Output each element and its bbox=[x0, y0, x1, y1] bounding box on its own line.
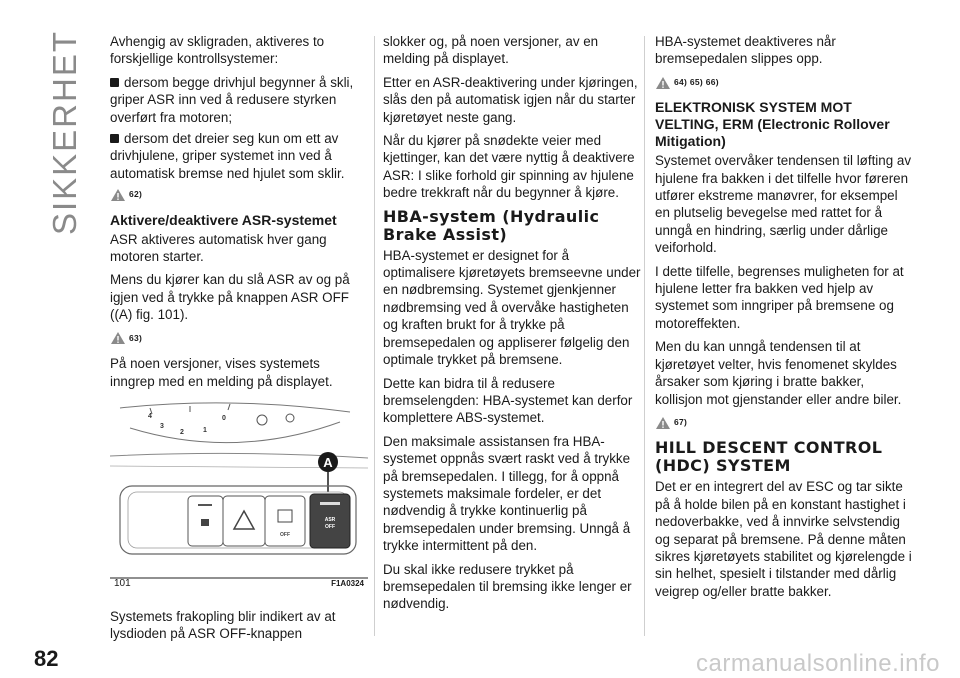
section-heading: HBA-system (Hydraulic Brake Assist) bbox=[383, 206, 600, 244]
paragraph: Etter en ASR-deaktivering under kjøringen, slås den på automatisk igjen når du starter kjøretøyet neste gang. bbox=[383, 74, 638, 125]
asr-button-label: OFF bbox=[325, 523, 335, 530]
warning-reference bbox=[655, 74, 913, 91]
watermark: carmanualsonline.info bbox=[696, 650, 940, 677]
paragraph: Avhengig av skligraden, aktiveres to forskjellige kontrollsystemer: bbox=[110, 34, 325, 67]
gauge-label: 0 bbox=[222, 414, 226, 422]
paragraph: ASR aktiveres automatisk hver gang motoren starter. bbox=[110, 231, 327, 265]
page-number: 82 bbox=[34, 646, 59, 671]
warning-triangle-icon bbox=[655, 416, 671, 430]
paragraph: Den maksimale assistansen fra HBA-systemet oppnås svært raskt ved å trykke på bremsepedalen. I tillegg, for å oppnå systemets maksimale fordeler, er det nødvendig å trykke kontinuerlig på bremsepedalen under bremsing. Unngå å trykke intermittent på den. bbox=[383, 433, 631, 554]
column-divider bbox=[644, 36, 645, 636]
bullet-text: dersom det dreier seg kun om ett av drivhjulene, griper systemet inn ved å automatisk bremse ned hjulet som sklir. bbox=[110, 131, 345, 181]
gauge-label: 1 bbox=[203, 426, 207, 434]
paragraph: HBA-systemet er designet for å optimalisere kjøretøyets bremseevne under en nødbremsing. Systemet gjenkjenner nødbremsing ved å overvåke hastigheten og kraften brukt for å trykke på bremsepedalen og appliserer følgelig den optimale trykket på bremsene. bbox=[383, 247, 641, 368]
paragraph: På noen versjoner, vises systemets inngrep med en melding på displayet. bbox=[110, 356, 333, 389]
warning-reference bbox=[110, 330, 368, 347]
bullet-square-icon bbox=[110, 134, 119, 143]
warning-reference bbox=[110, 186, 368, 203]
bullet-item bbox=[110, 130, 368, 182]
figure-code: F1A0324 bbox=[331, 578, 364, 588]
gauge-label: 3 bbox=[160, 422, 164, 430]
paragraph: Dette kan bidra til å redusere bremselengden: HBA-systemet kan derfor komplettere ABS-systemet. bbox=[383, 375, 633, 426]
dashboard-illustration bbox=[110, 398, 368, 594]
paragraph: I dette tilfelle, begrenses muligheten for at hjulene letter fra bakken ved hjelp av systemet som inngriper på bremsene og motoreffekten. bbox=[655, 263, 904, 331]
hazard-button[interactable] bbox=[223, 496, 265, 546]
gauge-label: 2 bbox=[180, 428, 184, 436]
paragraph: Mens du kjører kan du slå ASR av og på igjen ved å trykke på knappen ASR OFF ((A) fig. 101). bbox=[110, 272, 350, 323]
paragraph: Systemets frakopling blir indikert av at lysdioden på ASR OFF-knappen bbox=[110, 608, 336, 642]
parking-sensor-button[interactable] bbox=[265, 496, 305, 546]
warning-triangle-icon bbox=[110, 331, 126, 345]
engine-icon bbox=[257, 414, 294, 425]
section-tab bbox=[40, 30, 90, 236]
warning-reference bbox=[655, 414, 913, 431]
warning-triangle-icon bbox=[655, 76, 671, 90]
paragraph: Systemet overvåker tendensen til løfting av hjulene fra bakken i det tilfelle hvor føreren utfører ekstreme manøvrer, for eksempel en plutselig bevegelse med rattet for å unngå en hindring, særlig under dårlige veiforhold. bbox=[655, 153, 912, 256]
paragraph: Det er en integrert del av ESC og tar sikte på å holde bilen på en konstant hastighet i nedoverbakke, ved å innvirke selvstendig og separat på bremsene. På denne måten sikres kjøretøyets stabilitet og kjørelengde i sin helhet, spesielt i tilstander med dårlig veigrep og/eller bratte bakker. bbox=[655, 479, 912, 599]
button-label: OFF bbox=[280, 531, 290, 538]
warning-reference-number[interactable]: 62) bbox=[129, 189, 143, 200]
column-3 bbox=[655, 33, 913, 606]
warning-reference-number[interactable]: 67) bbox=[674, 416, 688, 427]
section-heading: HILL DESCENT CONTROL (HDC) SYSTEM bbox=[655, 438, 883, 476]
lock-icon bbox=[201, 519, 209, 526]
warning-reference-number[interactable]: 64) 65) 66) bbox=[674, 76, 719, 87]
section-title: ELEKTRONISK SYSTEM MOT VELTING, ERM (Electronic Rollover Mitigation) bbox=[655, 99, 890, 150]
paragraph: HBA-systemet deaktiveres når bremsepedalen slippes opp. bbox=[655, 34, 836, 67]
section-tab-label: SIKKERHET bbox=[46, 30, 83, 236]
callout-label: A bbox=[323, 454, 333, 470]
column-1 bbox=[110, 33, 368, 649]
gauge-label: 4 bbox=[148, 412, 152, 420]
bullet-square-icon bbox=[110, 78, 119, 87]
bullet-text: dersom begge drivhjul begynner å skli, griper ASR inn ved å redusere styrken overført fra motoren; bbox=[110, 74, 354, 125]
paragraph: Du skal ikke redusere trykket på bremsepedalen til bremsing ikke lenger er nødvendig. bbox=[383, 561, 632, 612]
asr-button-label: ASR bbox=[324, 516, 336, 523]
paragraph: slokker og, på noen versjoner, av en melding på displayet. bbox=[383, 34, 599, 67]
warning-reference-number[interactable]: 63) bbox=[129, 332, 143, 343]
warning-triangle-icon bbox=[110, 188, 126, 202]
subheading: Aktivere/deaktivere ASR-systemet bbox=[110, 211, 337, 228]
figure-number: 101 bbox=[114, 577, 131, 589]
paragraph: Når du kjører på snødekte veier med kjettinger, kan det være nyttig å deaktivere ASR: I slike forhold gir spinning av hjulene bedre trekkraft når du begynner å kjøre. bbox=[383, 133, 635, 201]
column-2 bbox=[383, 33, 641, 619]
bullet-item bbox=[110, 74, 368, 126]
figure-101 bbox=[110, 398, 368, 594]
paragraph: Men du kan unngå tendensen til at kjøretøyet velter, hvis fenomenet skyldes årsaker som kjøring i bratte bakker, kollisjon mot gjenstander eller andre biler. bbox=[655, 339, 902, 407]
column-divider bbox=[374, 36, 375, 636]
